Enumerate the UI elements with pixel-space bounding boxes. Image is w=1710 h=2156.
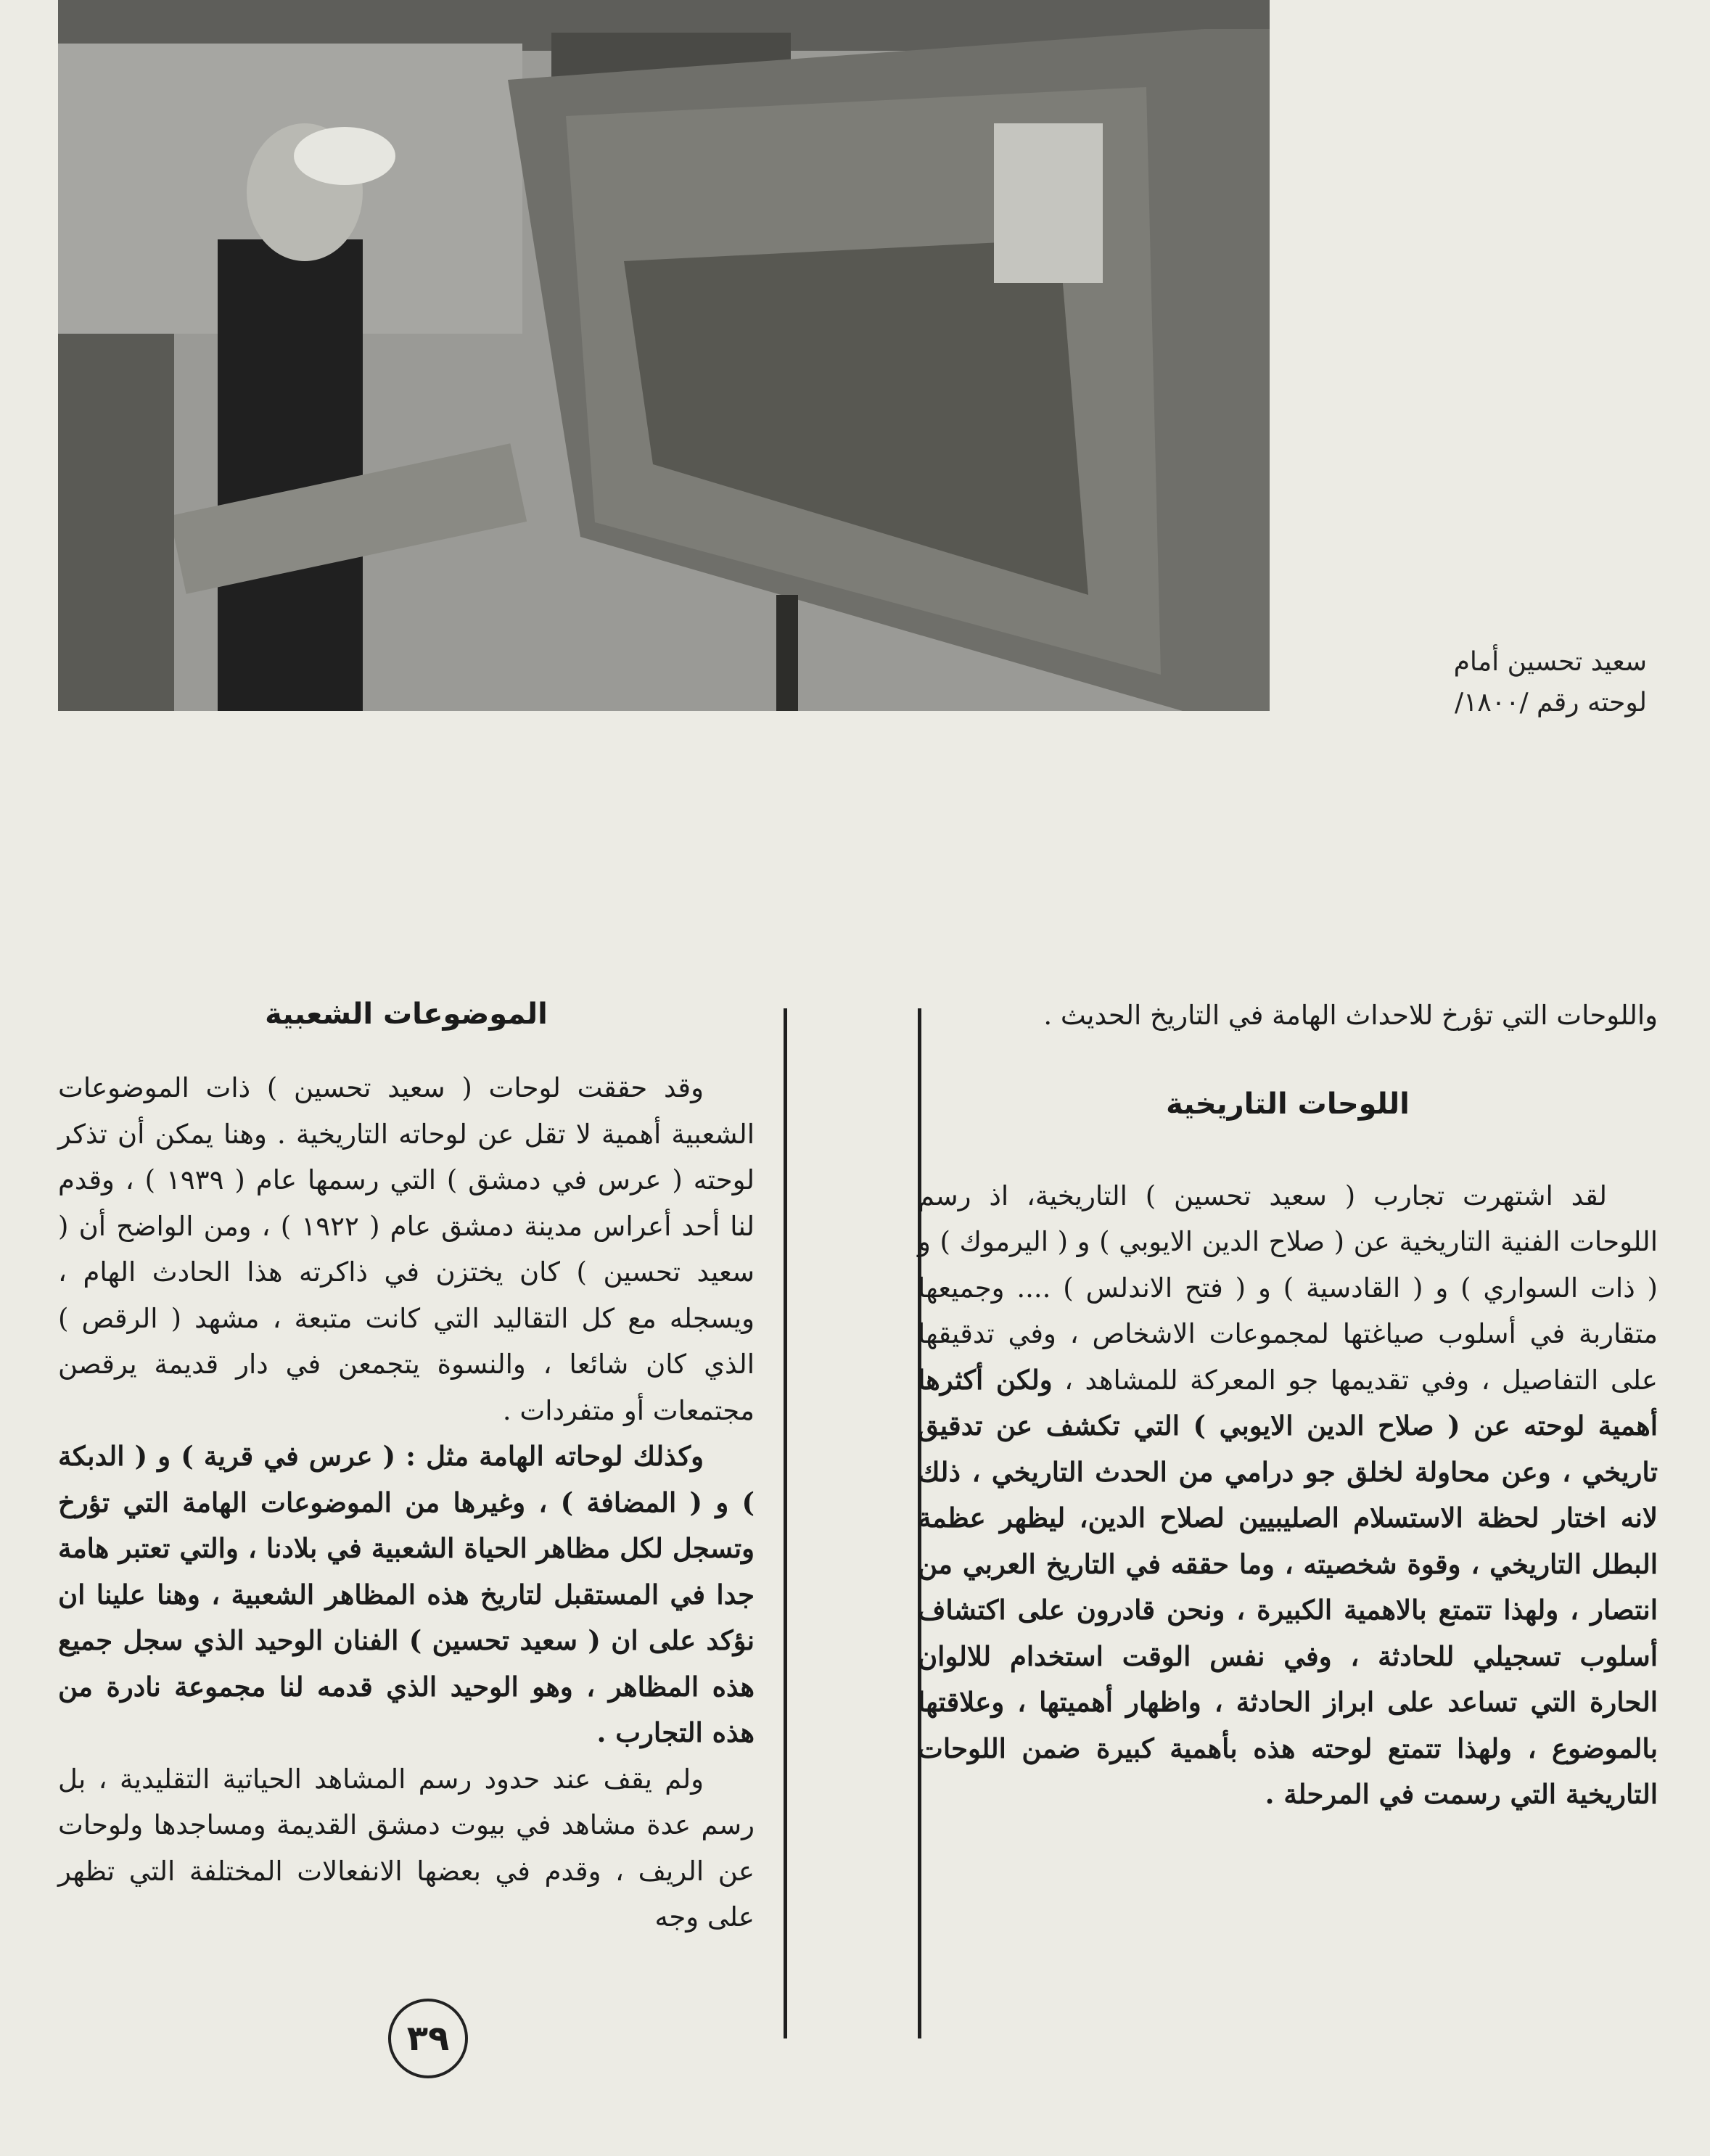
right-column <box>918 992 1658 1818</box>
historical-paragraph-text: لقد اشتهرت تجارب ( سعيد تحسين ) التاريخية، اذ رسم اللوحات الفنية التاريخية عن ( صلاح الدين الايوبي ) و ( اليرموك ) و ( ذات السواري ) و ( القادسية ) و ( فتح الاندلس ) .... وجميعها متقاربة في أسلوب صياغتها لمجموعات الاشخاص ، وفي تدقيقها على التفاصيل ، وفي تقديمها جو المعركة للمشاهد ، <box>918 1180 1658 1396</box>
folk-paragraph-1: وقد حققت لوحات ( سعيد تحسين ) ذات الموضوعات الشعبية أهمية لا تقل عن لوحاته التاريخية . وهنا يمكن أن تذكر لوحته ( عرس في دمشق ) التي رسمها عام ( ١٩٣٩ ) ، وقدم لنا أحد أعراس مدينة دمشق عام ( ١٩٢٢ ) ، ومن الواضح أن ( سعيد تحسين ) كان يختزن في ذاكرته هذا الحادث الهام ، ويسجله مع كل التقاليد التي كانت متبعة ، مشهد ( الرقص ) الذي كان شائعا ، والنسوة يتجمعن في دار قديمة يرقصن مجتمعات أو متفردات . <box>58 1072 755 1426</box>
photo-caption <box>1284 642 1647 723</box>
folk-paragraph-3: ولم يقف عند حدود رسم المشاهد الحياتية التقليدية ، بل رسم عدة مشاهد في بيوت دمشق القديمة ومساجدها ولوحات عن الريف ، وقدم في بعضها الانفعالات المختلفة التي تظهر على وجه <box>58 1763 755 1933</box>
left-column <box>58 992 755 1941</box>
column-divider-left <box>784 1008 787 2038</box>
section-heading-historical: اللوحات التاريخية <box>1166 1087 1410 1121</box>
caption-line-1: سعيد تحسين أمام <box>1453 647 1647 677</box>
historical-paragraph-bold: ولكن أكثرها أهمية لوحته عن ( صلاح الدين الايوبي ) التي تكشف عن تدقيق تاريخي ، وعن محاولة لخلق جو درامي من الحدث التاريخي ، ذلك لانه اختار لحظة الاستسلام الصليبيين لصلاح الدين، ليظهر عظمة البطل التاريخي ، وقوة شخصيته ، وما حققه في التاريخ العربي من انتصار ، ولهذا تتمتع بالاهمية الكبيرة ، ونحن قادرون على اكتشاف أسلوب تسجيلي للحادثة ، وفي نفس الوقت استخدام للالوان الحارة التي تساعد على ابراز الحادثة ، واظهار أهميتها ، وعلاقتها بالموضوع ، ولهذا تتمتع لوحته هذه بأهمية كبيرة ضمن اللوحات التاريخية التي رسمت في المرحلة . <box>918 1363 1658 1810</box>
historical-paragraph <box>918 1173 1658 1818</box>
section-heading-folk: الموضوعات الشعبية <box>265 997 548 1031</box>
folk-paragraph-2: وكذلك لوحاته الهامة مثل : ( عرس في قرية ) و ( الدبكة ) و ( المضافة ) ، وغيرها من الموضوعات الهامة التي تؤرخ وتسجل لكل مظاهر الحياة الشعبية في بلادنا ، والتي تعتبر هامة جدا في المستقبل لتاريخ هذه المظاهر الشعبية ، وهنا علينا ان نؤكد على ان ( سعيد تحسين ) الفنان الوحيد الذي سجل جميع هذه المظاهر ، وهو الوحيد الذي قدمه لنا مجموعة نادرة من هذه التجارب . <box>58 1440 755 1748</box>
page-number: ٣٩ <box>388 1999 468 2078</box>
intro-paragraph: واللوحات التي تؤرخ للاحداث الهامة في التاريخ الحديث . <box>1043 1000 1658 1031</box>
artist-photograph <box>58 0 1270 711</box>
caption-line-2: لوحته رقم /١٨٠٠/ <box>1454 688 1647 717</box>
